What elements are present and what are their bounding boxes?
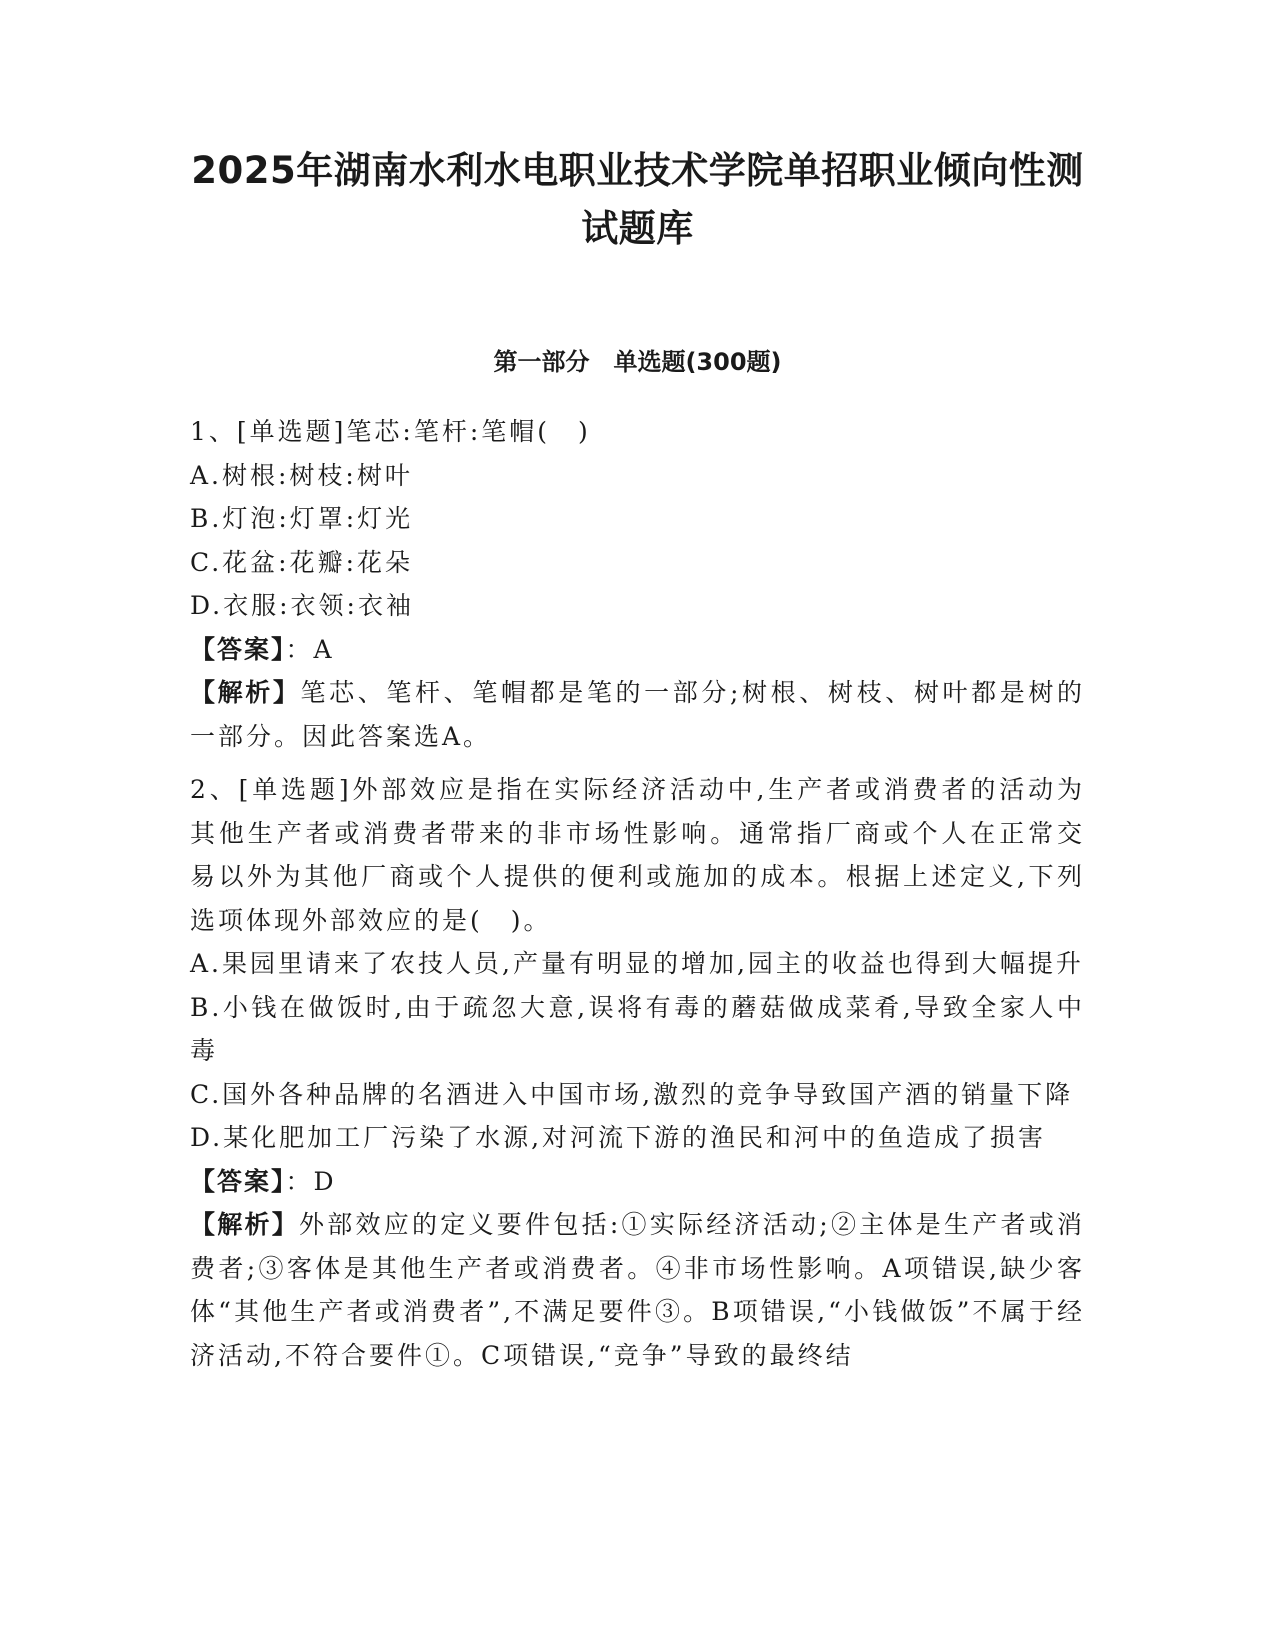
question-item-1 — [190, 410, 1085, 758]
document-title: 2025年湖南水利水电职业技术学院单招职业倾向性测试题库 — [191, 149, 1084, 250]
analysis-text: 外部效应的定义要件包括:①实际经济活动;②主体是生产者或消费者;③客体是其他生产者或消费者。④非市场性影响。A项错误,缺少客体“其他生产者或消费者”,不满足要件③。B项错误,“小钱做饭”不属于经济活动,不符合要件①。C项错误,“竞争”导致的最终结 — [190, 1210, 1085, 1370]
section-heading: 第一部分 单选题(300题) — [493, 348, 782, 376]
answer-line — [190, 1160, 1085, 1204]
option-d: D.某化肥加工厂污染了水源,对河流下游的渔民和河中的鱼造成了损害 — [190, 1123, 1047, 1152]
option-b: B.灯泡:灯罩:灯光 — [190, 504, 414, 533]
analysis-text: 笔芯、笔杆、笔帽都是笔的一部分;树根、树枝、树叶都是树的一部分。因此答案选A。 — [190, 678, 1085, 751]
option-c: C.花盆:花瓣:花朵 — [190, 547, 414, 577]
option-a: A.树根:树枝:树叶 — [190, 460, 413, 490]
analysis-label: 【解析】 — [190, 678, 301, 707]
analysis-paragraph — [190, 671, 1085, 758]
answer-value: ：A — [285, 634, 335, 664]
answer-line — [190, 628, 1085, 672]
answer-label: 【答案】 — [190, 634, 286, 664]
analysis-label: 【解析】 — [190, 1210, 300, 1239]
analysis-paragraph — [190, 1203, 1085, 1377]
question-stem: 1、[单选题]笔芯:笔杆:笔帽( ) — [190, 417, 591, 446]
option-b: B.小钱在做饭时,由于疏忽大意,误将有毒的蘑菇做成菜肴,导致全家人中毒 — [190, 992, 1085, 1065]
option-d: D.衣服:衣领:衣袖 — [190, 591, 414, 620]
answer-value: ：D — [285, 1166, 337, 1196]
question-stem: 2、[单选题]外部效应是指在实际经济活动中,生产者或消费者的活动为其他生产者或消费者带来的非市场性影响。通常指厂商或个人在正常交易以外为其他厂商或个人提供的便利或施加的成本。根据上述定义,下列选项体现外部效应的是( )。 — [190, 775, 1085, 935]
question-item-2 — [190, 768, 1085, 1377]
option-c: C.国外各种品牌的名酒进入中国市场,激烈的竞争导致国产酒的销量下降 — [190, 1079, 1074, 1109]
answer-label: 【答案】 — [190, 1166, 286, 1196]
question-list — [190, 410, 1085, 1377]
option-a: A.果园里请来了农技人员,产量有明显的增加,园主的收益也得到大幅提升 — [190, 949, 1084, 978]
